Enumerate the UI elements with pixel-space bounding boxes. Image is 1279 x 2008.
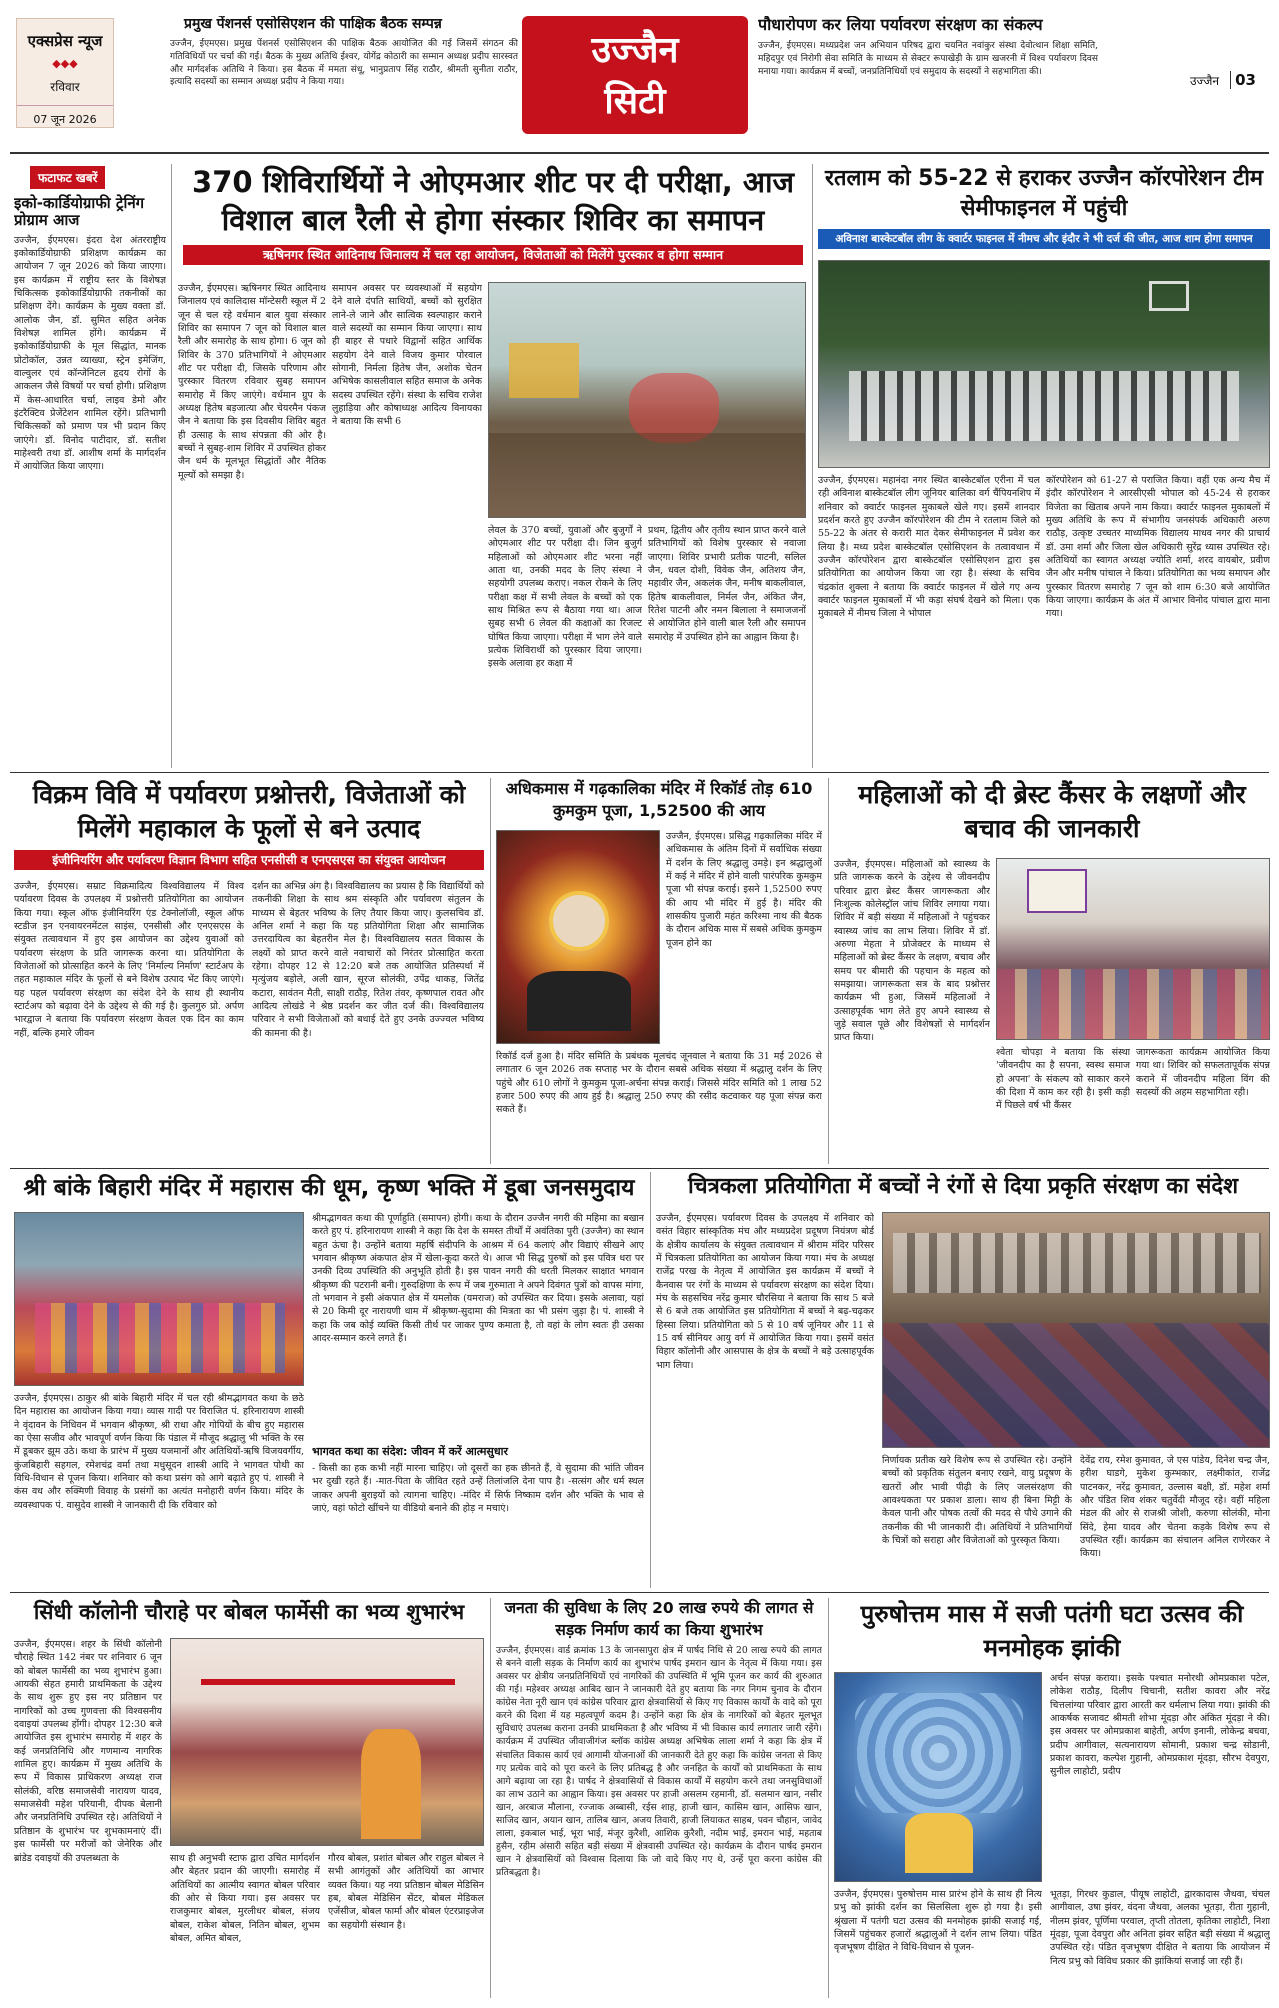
story-bihari-text-b: श्रीमद्भागवत कथा की पूर्णाहुति (समापन) होगी। कथा के दौरान उज्जैन नगरी की महिमा का बखान करते हुए पं. हरिनारायण शास्त्री ने कहा कि देश के समस्त तीर्थों में अवंतिका पुरी (उज्जैन) का स्थान बहुत ऊंचा है। उन्होंने बताया महर्षि संदीपनि के आश्रम में 64 कलाएं और विद्याएं सीखने आए भगवान श्रीकृष्ण अंकपात क्षेत्र में खेला-कूदा करते थे। आज भी सिद्ध पुरुषों को इस पवित्र धरा पर उनकी दिव्य उपस्थिति की अनुभूति होती है। इस पावन नगरी की धरती मिलकर साक्षात भगवान श्रीकृष्ण की पटरानी बनी। गुरुदक्षिणा के रूप में जब गुरुमाता ने अपने दिवंगत पुत्रों को वापस मांगा, तो भगवान ने इसी अंकपात क्षेत्र में यमलोक (यमराज) को उपस्थित कर दिया। इसके अलावा, यहां से 20 किमी दूर नारायणी धाम में श्रीकृष्ण-सुदामा की मित्रता का भी प्रसंग जुड़ा है। पं. शास्त्री ने कहा कि जब कोई व्यक्ति किसी तीर्थ पर जाकर पुण्य कमाता है, तो वहां के लोग स्वतः ही उसका आदर-सम्मान करने लगते हैं।	[312, 1213, 644, 1345]
brief-pensioners-title: प्रमुख पेंशनर्स एसोसिएशन की पाक्षिक बैठक सम्पन्न	[184, 16, 442, 32]
story-gadkalika	[496, 778, 822, 1164]
story-painting-text-c: देवेंद्र राय, रमेश कुमावत, जे एस पांडेय, दिनेश चन्द्र जैन, हरीश घाडगे, मुकेश कुम्भकार, लक्ष्मीकांत, राजेंद्र पाटनकर, नरेंद्र कुमावत, उल्लास बक्षी, डॉ. महेश शर्मा और पंडित शिव शंकर चतुर्वेदी मौजूद रहे। वहीं महिला मंडल की ओर से राजश्री जोशी, करुणा सोलंकी, मोना सिंदे, हेमा यादव और चेतना कड़के विशेष रूप से उपस्थित रहीं। कार्यक्रम का संचालन अनिल राणेरकर ने किया।	[1080, 1455, 1270, 1560]
story4-divider	[828, 778, 829, 1164]
page-folio	[1190, 70, 1270, 94]
story-basketball-photo	[818, 260, 1270, 468]
page-number: 03	[1230, 71, 1256, 89]
story-bihari-text-a: उज्जैन, ईएमएस। ठाकुर श्री बांके बिहारी मंदिर में चल रही श्रीमद्भागवत कथा के छठे दिन महारास का आयोजन किया गया। व्यास गादी पर विराजित पं. हरिनारायण शास्त्री ने वृंदावन के निधिवन में भगवान श्रीकृष्ण, श्री राधा और गोपियों के बीच हुए महारास का ऐसा सजीव और भावपूर्ण वर्णन किया कि पंडाल में मौजूद श्रद्धालु भी भक्ति के रस में डूबकर झूम उठे। कथा के प्रारंभ में मुख्य यजमानों और अतिथियों-ऋषि विजयवर्गीय, कुंजबिहारी सहगल, रमेशचंद्र वर्मा तथा मधुसूदन शास्त्री आदि ने भागवत पोथी का विधि-विधान से पूजन किया। शनिवार को कथा प्रसंग को आगे बढ़ाते हुए पं. शास्त्री ने कंस वध और रुक्मिणी विवाह के प्रसंगों का अत्यंत मनोहारी वर्णन किया। मंदिर के व्यवस्थापक पं. वासुदेव शास्त्री ने जानकारी दी कि रविवार को	[14, 1393, 304, 1511]
brief-plantation-title: पौधारोपण कर लिया पर्यावरण संरक्षण का संकल्प	[758, 16, 1043, 34]
story-painting-photo	[882, 1212, 1270, 1448]
briefs-divider	[171, 164, 172, 768]
brief-plantation-text: उज्जैन, ईएमएस। मध्यप्रदेश जन अभियान परिषद द्वारा चयनित नवांकुर संस्था देवोत्थान शिक्षा समिति, महिदपुर एवं निरोगी सेवा समिति के माध्यम से सेक्टर रूपाखेड़ी के ग्राम खजरनी में विश्व पर्यावरण दिवस मनाया गया। कार्यक्रम में बच्चों, जनप्रतिनिधियों एवं समुदाय के सदस्यों ने सहभागिता की।	[758, 41, 1098, 77]
story-road	[496, 1598, 822, 1998]
story-vikram-text-b: दर्शन का अभिन्न अंग है। विश्वविद्यालय का प्रयास है कि विद्यार्थियों को तकनीकी शिक्षा के साथ श्रम संस्कृति और पर्यावरण संतुलन के माध्यम से बेहतर भविष्य के लिए तैयार किया जाए। कुलसचिव डॉ. अनिल शर्मा ने कहा कि यह प्रतियोगिता शिक्षा और सामाजिक उत्तरदायित्व का बेहतरीन मेल है। विश्वविद्यालय सतत विकास के लक्ष्यों को प्राप्त करने वाले नवाचारों को निरंतर प्रोत्साहित करता रहेगा। दोपहर 12 से 12:20 बजे तक आयोजित प्रतिस्पर्धा में मृत्युंजय बड़ोले, अली खान, सूरज सोलंकी, उपेंद्र धाकड़, जितेंद्र कटारा, सावंतन मैती, साक्षी राठौड़, रितेश तंवर, कृष्णपाल रावत और आदित्य लोखंडे ने श्रेष्ठ प्रदर्शन कर जीत दर्ज की। विश्वविद्यालय परिवार ने सभी विजेताओं को बधाई देते हुए उनके उज्ज्वल भविष्य की कामना की है।	[252, 881, 484, 1039]
story8-divider	[490, 1598, 491, 1998]
story-pharmacy	[14, 1598, 484, 1998]
story-pharmacy-text-c: गौरव बोबल, प्रशांत बोबल और राहुल बोबल ने सभी आगंतुकों और अतिथियों का आभार व्यक्त किया। यह नया प्रतिष्ठान बोबल मेडिसिन हब, बोबल मेडिसिन सेंटर, बोबल मेडिकल एजेंसीज, बोबल फार्मा और बोबल एंटरप्राइजेज का सहयोगी संस्थान है।	[328, 1853, 484, 1931]
story-bihari-photo	[14, 1212, 304, 1386]
story-cancer-text-c: जागरूकता कार्यक्रम आयोजित किया गया था। शिविर को सफलतापूर्वक संपन्न कराने में जीवनदीप महिला विंग की सदस्यों की अहम सहभागिता रही।	[1136, 1047, 1270, 1099]
story-road-text-a: उज्जैन, ईएमएस। वार्ड क्रमांक 13 के जानसापुरा क्षेत्र में पार्षद निधि से 20 लाख रुपये की लागत से बनने वाली सड़क के निर्माण कार्य का शुभारंभ पार्षद इमरान खान के नेतृत्व में किया गया। इस अवसर पर क्षेत्रीय जनप्रतिनिधियों एवं नागरिकों की उपस्थिति में भूमि पूजन कर कार्य की शुरुआत की गई। महेश्वर अध्यक्ष आबिद खान ने जानकारी देते हुए बताया कि नगर निगम चुनाव के दौरान कांग्रेस नेता नूरी खान एवं कांग्रेस परिवार द्वारा क्षेत्रवासियों से किए गए विकास कार्यों के वादे को पूरा करने की दिशा में यह महत्वपूर्ण कदम है। उन्होंने कहा कि क्षेत्र के नागरिकों को बेहतर मूलभूत सुविधाएं उपलब्ध कराना उनकी प्राथमिकता है और भविष्य में भी विकास कार्य लगातार जारी रहेंगे। कार्यक्रम में उपस्थित जीवाजीगंज ब्लॉक कांग्रेस अध्यक्ष अभिषेक लाला शर्मा ने कहा कि क्षेत्र में संचालित विकास कार्य एवं आगामी योजनाओं की जानकारी देते हुए कहा कि कांग्रेस जनता से किए गए प्रत्येक वादे को पूरा करने के लिए प्रतिबद्ध है और जनहित के कार्यों को प्राथमिकता के साथ आगे बढ़ाया जा रहा है। पार्षद ने क्षेत्रवासियों से विकास कार्यों में सहयोग करने तथा जनसुविधाओं का लाभ उठाने का आह्वान किया। इस अवसर पर हाजी असलम रहमानी, डॉ. सलमान खान, नसीर खान, अरबाज मौलाना, रज्जाक अब्बासी, रईस शाह, हाजी खान, कासिम खान, आसिफ खान, साजिद खान, अयान खान, तालिब खान, अजय तिवारी, हाजी लियाकत साहब, पवन चौहान, जावेद लाला, इकबाल भाई, भूरा भाई, मंजूर कुरैशी, आशिक कुरैशी, नदीम भाई, इमरान भाई, महताब हुसैन, रहीम अंसारी सहित बड़ी संख्या में क्षेत्रवासी उपस्थित रहे। कार्यक्रम के दौरान पार्षद इमरान खान ने क्षेत्रवासियों को विश्वास दिलाया कि जो वादे किए गए थे, उन्हें पूरा करना कांग्रेस की प्रतिबद्धता है।	[496, 1645, 822, 1879]
city-logo-line1: उज्जैन	[591, 30, 679, 71]
row3-rule	[10, 1592, 1269, 1593]
day-label: रविवार	[50, 80, 80, 94]
story-vikram-text-a: उज्जैन, ईएमएस। सम्राट विक्रमादित्य विश्वविद्यालय में विश्व पर्यावरण दिवस के उपलक्ष्य में प्रश्नोत्तरी प्रतियोगिता का आयोजन किया गया। स्कूल ऑफ इंजीनियरिंग एंड टेक्नोलॉजी, स्कूल ऑफ स्टडीज इन एनवायरनमेंटल साइंस, एनसीसी और एनएसएस के संयुक्त तत्वावधान में हुए इस आयोजन का उद्देश्य युवाओं को पर्यावरण संरक्षण के प्रति जागरूक करना था। प्रतियोगिता के विजेताओं को प्रोत्साहित करने के लिए 'निर्माल्य निर्माण' स्टार्टअप के तहत महाकाल मंदिर के फूलों से बने विशेष उत्पाद भेंट किए जाएंगे। यह पहल पर्यावरण संरक्षण का संदेश देने के साथ ही स्थानीय स्टार्टअप को बढ़ावा देने के उद्देश्य से की गई है। कुलगुरु प्रो. अर्पण भारद्वाज ने बताया कि पर्यावरण संरक्षण केवल एक दिन का काम नहीं, बल्कि हमारे जीवन	[14, 881, 244, 1039]
story-road-headline: जनता की सुविधा के लिए 20 लाख रुपये की लागत से सड़क निर्माण कार्य का किया शुभारंभ	[504, 1599, 814, 1639]
briefs-column	[14, 166, 166, 768]
story-painting	[656, 1172, 1270, 1588]
city-logo-line2: सिटी	[604, 81, 666, 122]
masthead-rule	[10, 152, 1269, 154]
story-bihari-headline: श्री बांके बिहारी मंदिर में महारास की धूम, कृष्ण भक्ति में डूबा जनसमुदाय	[23, 1175, 635, 1201]
story-painting-headline: चित्रकला प्रतियोगिता में बच्चों ने रंगों से दिया प्रकृति संरक्षण का संदेश	[687, 1174, 1239, 1199]
story-vikram-univ	[14, 778, 484, 1164]
story-cancer-text-b: श्वेता चोपड़ा ने बताया कि संस्था 'जीवनदीप का है सपना, स्वस्थ समाज हो अपना' के संकल्प को साकार करने की दिशा में काम कर रही है। इसी कड़ी में पिछले वर्ष भी कैंसर	[996, 1047, 1130, 1112]
story-patangi-photo	[834, 1672, 1042, 1882]
story-omr-text-a: उज्जैन, ईएमएस। ऋषिनगर स्थित आदिनाथ जिनालय एवं कालिदास मॉन्टेसरी स्कूल में 2 जून से चल रहे वर्धमान बाल युवा संस्कार शिविर का समापन 7 जून को विशाल बाल रैली और समारोह के साथ होगा। 6 जून को शिविर के 370 प्रतिभागियों ने ओएमआर शीट पर परीक्षा दी, जिसके परिणाम और पुरस्कार वितरण रविवार सुबह समापन समारोह में किए जाएंगे। वर्धमान ग्रुप के अध्यक्ष हितेष बड़जात्या और चेयरमैन पंकज जैन ने बताया कि इस दिवसीय शिविर बहुत ही उत्साह के साथ संपन्नता की ओर है। बच्चों ने सुबह-शाम शिविर में उपस्थित होकर जैन धर्म के मूलभूत सिद्धांतों और नैतिक मूल्यों को समझा है।	[178, 283, 326, 481]
story-patangi-text-a: उज्जैन, ईएमएस। पुरुषोत्तम मास प्रारंभ होने के साथ ही नित्य प्रभु को झांकी दर्शन का सिलसिला शुरू हो गया है। इसी श्रृंखला में पतंगी घटा उत्सव की मनमोहक झांकी सजाई गई, जिसमें पहुंचकर हजारों श्रद्धालुओं ने दर्शन लाभ लिया। पंडित वृजभूषण दीक्षित ने विधि-विधान से पूजन-	[834, 1889, 1042, 1954]
date-label: 07 जून 2026	[17, 105, 113, 127]
story-pharmacy-text-b: साथ ही अनुभवी स्टाफ द्वारा उचित मार्गदर्शन और बेहतर प्रदान की जाएगी। समारोह में अतिथियों का आत्मीय स्वागत बोबल परिवार की ओर से किया गया। इस अवसर पर राजकुमार बोबल, मुरलीधर बोबल, संजय बोबल, राकेश बोबल, नितिन बोबल, शुभम बोबल, अमित बोबल,	[170, 1853, 320, 1945]
story-patangi-headline: पुरुषोत्तम मास में सजी पतंगी घटा उत्सव की मनमोहक झांकी	[860, 1600, 1244, 1662]
story-vikram-band: इंजीनियरिंग और पर्यावरण विज्ञान विभाग सहित एनसीसी व एनएसएस का संयुक्त आयोजन	[14, 850, 484, 870]
story-omr-text-d: प्रथम, द्वितीय और तृतीय स्थान प्राप्त करने वाले प्रतिभागियों को विशेष पुरस्कार से नवाजा जाएगा। शिविर प्रभारी प्रतीक पाटनी, सलिल जैन, धवल दोशी, विवेक जैन, अतिशय जैन, महावीर जैन, अकलंक जैन, मनीष बाकलीवाल, हितेष बाकलीवाल, निर्मल जैन, अंकित जैन, रितेश पाटनी और नमन बिलाला ने समाजजनों से आयोजित होने वाली बाल रैली और समापन समारोह में उपस्थित होने का आह्वान किया है।	[648, 525, 806, 643]
story-bihari-subhead: भागवत कथा का संदेश: जीवन में करें आत्मसुधार	[312, 1445, 508, 1458]
story-basketball-band: अविनाश बास्केटबॉल लीग के क्वार्टर फाइनल में नीमच और इंदौर ने भी दर्ज की जीत, आज शाम होगा समापन	[818, 229, 1270, 249]
brief-pensioners	[170, 16, 518, 146]
story9-divider	[828, 1598, 829, 1998]
story-omr-text-c: लेवल के 370 बच्चों, युवाओं और बुजुर्गों ने ओएमआर शीट पर परीक्षा दी। जिन बुजुर्ग महिलाओं को ओएमआर शीट भरना नहीं आता था, उनकी मदद के लिए संस्था ने सहयोगी उपलब्ध कराए। नकल रोकने के लिए परीक्षा कक्ष में सभी लेवल के बच्चों को एक साथ मिश्रित रूप से बैठाया गया था। आज सुबह सभी 6 लेवल की कक्षाओं का रिजल्ट घोषित किया जाएगा। परीक्षा में भाग लेने वाले प्रत्येक शिविरार्थी को पुरस्कार दिया जाएगा। इसके अलावा हर कक्षा में	[488, 525, 642, 670]
row2-rule	[10, 1168, 1269, 1169]
story-omr-text-b: समापन अवसर पर व्यवस्थाओं में सहयोग देने वाले दंपति साथियों, बच्चों को सुरक्षित लाने-ले जाने और सात्विक स्वल्पाहार कराने वाले सदस्यों का सम्मान किया जाएगा। साथ ही बाहर से पधारे विद्वानों सहित आर्थिक सहयोग देने वाले विजय कुमार पोरवाल सोगानी, निर्मला हितेष जैन, अशोक चेतन अभिषेक कासलीवाल सहित समाज के अनेक सदस्य उपस्थित रहेंगे। संस्था के सचिव राजेश लुहाड़िया और कोषाध्यक्ष आदित्य विनायका ने बताया कि सभी 6	[332, 283, 482, 428]
story1-divider	[812, 164, 813, 768]
story-patangi-text-b: अर्चन संपन्न कराया। इसके पश्चात मनोरथी ओमप्रकाश पटेल, लोकेश राठौड़, दिलीप चिचानी, सतीश कावरा और नरेंद्र चित्तलांग्या परिवार द्वारा आरती कर धर्मलाभ लिया गया। झांकी की आकर्षक सजावट श्रीमती शोभा मूंदड़ा और अंकित मूंदड़ा ने की। इस अवसर पर ओमप्रकाश बाहेती, अर्पण इनानी, लोकेन्द्र बचवा, प्रदीप आगीवाल, सत्यनारायण सोमानी, प्रकाश चन्द्र सोडानी, प्रकाश कावरा, कल्पेश गुहानी, ओमप्रकाश मूंदड़ा, सौरभ देवपुरा, सुनील लाहोटी, प्रदीप	[1050, 1673, 1270, 1778]
story-basketball-headline: रतलाम को 55-22 से हराकर उज्जैन कॉरपोरेशन टीम सेमीफाइनल में पहुंची	[824, 166, 1264, 221]
story-cancer-headline: महिलाओं को दी ब्रेस्ट कैंसर के लक्षणों और बचाव की जानकारी	[858, 780, 1246, 843]
story-omr-exam	[178, 164, 808, 768]
story-gadkalika-text-b: रिकॉर्ड दर्ज हुआ है। मंदिर समिति के प्रबंधक मूलचंद जूनवाल ने बताया कि 31 मई 2026 से लगातार 6 जून 2026 तक सप्ताह भर के दौरान सबसे अधिक संख्या में श्रद्धालु दर्शन के लिए पहुंचे और 610 लोगों ने कुमकुम पूजा-अर्चना संपन्न कराई। जिससे मंदिर समिति को 1 लाख 52 हजार 500 रुपए की आय हुई है। श्रद्धालु 250 रुपए की रसीद कटवाकर यह पूजा संपन्न करा सकते हैं।	[496, 1051, 822, 1116]
story-bihari-text-c: - किसी का हक कभी नहीं मारना चाहिए। जो दूसरों का हक छीनते हैं, वे सुदामा की भांति जीवन भर दुखी रहते हैं। -मात-पिता के जीवित रहते उन्हें तिलांजलि देना पाप है। -सत्संग और धर्म स्थल जाकर अपनी बुराइयों को त्यागना चाहिए। -मंदिर में सिर्फ निष्काम दर्शन और भक्ति के भाव से जाएं, वहां फोटो खींचने या वीडियो बनाने की होड़ न मचाएं।	[312, 1463, 644, 1515]
briefs-text: उज्जैन, ईएमएस। इंदरा देश अंतरराष्ट्रीय इकोकार्डियोग्राफी प्रशिक्षण कार्यक्रम का आयोजन 7 जून 2026 को किया जाएगा। इस कार्यक्रम में राष्ट्रीय स्तर के विशेषज्ञ चिकित्सक इकोकार्डियोग्राफी तकनीकों का प्रशिक्षण देंगे। कार्यक्रम के मुख्य वक्ता डॉ. आलोक जैन, डॉ. सुमित सहित अनेक विशेषज्ञ शामिल होंगे। कार्यक्रम में इकोकार्डियोग्राफी के मूल सिद्धांत, मानक प्रोटोकॉल, उन्नत व्याख्या, स्ट्रेन इमेजिंग, वाल्वुलर एवं कॉन्जेनिटल हृदय रोगों के आकलन जैसे विषयों पर चर्चा होगी। प्रशिक्षण में केस-आधारित चर्चा, लाइव डेमो और इंटरैक्टिव प्रेजेंटेशन शामिल रहेंगे। प्रतिभागी चिकित्सकों को प्रमाण पत्र भी प्रदान किए जाएंगे। डॉ. विनोद पाटीदार, डॉ. सतीश माहेश्वरी तथा डॉ. आशीष शर्मा के मार्गदर्शन में आयोजित किया जाएगा।	[14, 234, 166, 473]
story-patangi-text-c: भूतड़ा, गिरधर कुडाल, पीयूष लाहोटी, द्वारकादास जैथवा, चंचल आगीवाल, उषा झंवर, वंदना जैथवा, अलका भूतड़ा, रीता गुहानी, नीलम झंवर, पूर्णिमा परवाल, तृप्ती तोतला, कृतिका लाहोटी, निशा मूंदड़ा, पूजा देवपुरा और अनिता झंवर सहित बड़ी संख्या में श्रद्धालु उपस्थित रहे। पंडित वृजभूषण दीक्षित ने बताया कि आयोजन में नित्य प्रभु को विविध प्रकार की झांकियां सजाई जा रही हैं।	[1050, 1889, 1270, 1967]
page-label: उज्जैन	[1190, 74, 1220, 88]
story-banke-bihari	[14, 1172, 644, 1588]
story-basketball-text-b: कॉरपोरेशन को 61-27 से पराजित किया। वहीं एक अन्य मैच में इंदौर कॉरपोरेशन ने आरसीएसी भोपाल को 45-24 से हराकर विजेता का खिताब अपने नाम किया। क्वार्टर फाइनल मुकाबलों में मुख्य अतिथि के रूप में संभागीय जनसंपर्क अधिकारी अरुण राठौड़, उत्कृष्ट उच्चतर माध्यमिक विद्यालय माधव नगर की प्राचार्य डॉ. उमा शर्मा और जिला खेल अधिकारी सुरेंद्र ध्यास उपस्थित रहे। अतिथियों का स्वागत अध्यक्ष ज्योति शर्मा, शरद वायबोर, प्रवीण जैन और मनीष पांचाल ने किया। प्रतियोगिता का भव्य समापन और पुरस्कार वितरण समारोह 7 जून को शाम 6:30 बजे आयोजित किया जाएगा। कार्यक्रम के अंत में आभार विनोद पांचाल द्वारा माना गया।	[1046, 475, 1270, 620]
story-pharmacy-photo	[170, 1638, 484, 1846]
story-basketball	[818, 164, 1270, 768]
story-patangi	[834, 1598, 1270, 1998]
briefs-label: फटाफट खबरें	[30, 166, 105, 189]
story-painting-text-b: निर्णायक प्रतीक खरे विशेष रूप से उपस्थित रहे। उन्होंने बच्चों को प्रकृतिक संतुलन बनाए रखने, वायु प्रदूषण के खतरों और भावी पीढ़ी के लिए जलसंरक्षण की आवश्यकता पर प्रकाश डाला। साथ ही बिना मिट्टी के केवल पानी और पोषक तत्वों की मदद से पौधे उगाने की तकनीक की भी जानकारी दी। अतिथियों ने प्रतिभागियों के चित्रों को सराहा और विजेताओं को पुरस्कृत किया।	[882, 1455, 1072, 1547]
diamond-ornament-icon: ◆◆◆	[52, 57, 78, 70]
masthead	[0, 0, 1279, 156]
story-pharmacy-headline: सिंधी कॉलोनी चौराहे पर बोबल फार्मेसी का भव्य शुभारंभ	[33, 1600, 465, 1624]
story-gadkalika-text-a: उज्जैन, ईएमएस। प्रसिद्ध गढ़कालिका मंदिर में अधिकमास के अंतिम दिनों में सर्वाधिक संख्या में दर्शन के लिए श्रद्धालु उमड़े। इन श्रद्धालुओं में कई ने मंदिर में होने वाली पारंपरिक कुमकुम पूजा भी संपन्न कराई। इसने 1,52500 रुपए की आय भी मंदिर में हुई है। मंदिर की शासकीय पुजारी महंत करिश्मा नाथ की बैठक के दौरान अधिक मास में सबसे अधिक कुमकुम पूजन होने का	[666, 831, 822, 949]
row1-rule	[10, 772, 1269, 773]
story-pharmacy-text-a: उज्जैन, ईएमएस। शहर के सिंधी कॉलोनी चौराहे स्थित 142 नंबर पर शनिवार 6 जून को बोबल फार्मेसी का भव्य शुभारंभ हुआ। आयकी सेहत हमारी प्राथमिकता के उद्देश्य के साथ शुरू हुए इस नए प्रतिष्ठान पर नागरिकों को उच्च गुणवत्ता की विश्वसनीय दवाइयां उपलब्ध होंगी। दोपहर 12:30 बजे आयोजित इस शुभारंभ समारोह में शहर के कई जनप्रतिनिधि और गणमान्य नागरिक शामिल हुए। कार्यक्रम में मुख्य अतिथि के रूप में विकास प्राधिकरण अध्यक्ष राज सोलंकी, वरिष्ठ समाजसेवी नारायण यादव, समाजसेवी महेश परियानी, दीपक बेलानी और जनप्रतिनिधि उपस्थित रहे। अतिथियों ने प्रतिष्ठान के शुभारंभ पर शुभकामनाएं दीं। इस फार्मेसी पर मरीजों को जेनेरिक और ब्रांडेड दवाइयों की उपलब्धता के	[14, 1639, 162, 1864]
briefs-title: इको-कार्डियोग्राफी ट्रेनिंग प्रोग्राम आज	[14, 194, 145, 230]
masthead-brand-box	[16, 18, 114, 128]
story3-divider	[490, 778, 491, 1164]
story-gadkalika-photo	[496, 830, 660, 1044]
brand-name: एक्सप्रेस न्यूज	[27, 32, 103, 50]
story-gadkalika-headline: अधिकमास में गढ़कालिका मंदिर में रिकॉर्ड तोड़ 610 कुमकुम पूजा, 1,52500 की आय	[505, 779, 813, 821]
story-omr-band: ऋषिनगर स्थित आदिनाथ जिनालय में चल रहा आयोजन, विजेताओं को मिलेंगे पुरस्कार व होगा सम्मान	[183, 245, 803, 265]
brief-plantation	[758, 16, 1198, 146]
story-cancer-text-a: उज्जैन, ईएमएस। महिलाओं को स्वास्थ्य के प्रति जागरूक करने के उद्देश्य से जीवनदीप परिवार द्वारा ब्रेस्ट कैंसर जागरूकता और निःशुल्क कोलेस्ट्रॉल जांच शिविर लगाया गया। शिविर में बड़ी संख्या में महिलाओं ने पहुंचकर स्वास्थ्य जांच का लाभ लिया। शिविर में डॉ. अरुणा मेहता ने प्रोजेक्टर के माध्यम से महिलाओं को ब्रेस्ट कैंसर के लक्षण, बचाव और समय पर बीमारी की पहचान के महत्व को समझाया। जागरूकता सत्र के बाद प्रश्नोत्तर कार्यक्रम भी हुआ, जिसमें महिलाओं ने उत्साहपूर्वक भाग लेते हुए अपने स्वास्थ्य से जुड़े सवाल पूछे और विशेषज्ञों से मार्गदर्शन प्राप्त किया।	[834, 859, 990, 1044]
story-vikram-headline: विक्रम विवि में पर्यावरण प्रश्नोत्तरी, विजेताओं को मिलेंगे महाकाल के फूलों से बने उत्पाद	[32, 780, 466, 843]
city-logo	[522, 16, 748, 134]
story-basketball-text-a: उज्जैन, ईएमएस। महानंदा नगर स्थित बास्केटबॉल एरीना में चल रही अविनाश बास्केटबॉल लीग जूनियर बालिका वर्ग चैंपियनशिप में शनिवार को क्वार्टर फाइनल मुकाबले खेले गए। इसमें शानदार प्रदर्शन करते हुए उज्जैन कॉरपोरेशन की टीम ने रतलाम जिले को 55-22 के अंतर से करारी मात देकर सेमीफाइनल में प्रवेश कर लिया है। मध्य प्रदेश बास्केटबॉल एसोसिएशन के तत्वावधान में उज्जैन कॉरपोरेशन द्वारा बास्केटबॉल एसोसिएशन द्वारा इस प्रतियोगिता का आयोजन किया जा रहा है। संस्था के सचिव चंद्रकांत शुक्ला ने बताया कि क्वार्टर फाइनल में खेले गए अन्य क्वार्टर फाइनल मुकाबलों में भी कड़ा संघर्ष देखने को मिला। एक मुकाबले में नीमच जिला ने भोपाल	[818, 475, 1040, 620]
story-omr-photo	[488, 282, 806, 518]
brief-pensioners-text: उज्जैन, ईएमएस। प्रमुख पेंशनर्स एसोसिएशन की पाक्षिक बैठक आयोजित की गई जिसमें संगठन की गतिविधियों पर चर्चा की गई। बैठक के मुख्य अतिथि ईश्वर, योगेंद्र कोठारी का सम्मान अध्यक्ष प्रदीप सारस्वत और मार्गदर्शक अतिथि ने किया। इस बैठक में ममता संधू, भानुप्रताप सिंह राठौर, श्रीमती सुनीता राठौर, इत्यादि सदस्यों का सम्मान अध्यक्ष प्रदीप ने किया गया।	[170, 39, 518, 88]
story-breast-cancer	[834, 778, 1270, 1164]
story6-divider	[650, 1172, 651, 1588]
story-omr-headline: 370 शिविरार्थियों ने ओएमआर शीट पर दी परीक्षा, आज विशाल बाल रैली से होगा संस्कार शिविर का समापन	[192, 165, 794, 237]
story-cancer-photo	[996, 858, 1270, 1040]
story-painting-text-a: उज्जैन, ईएमएस। पर्यावरण दिवस के उपलक्ष्य में शनिवार को वसंत विहार सांस्कृतिक मंच और मध्यप्रदेश प्रदूषण नियंत्रण बोर्ड के क्षेत्रीय कार्यालय के संयुक्त तत्वावधान में श्रीराम मंदिर परिसर में चित्रकला प्रतियोगिता का आयोजन किया गया। मंच के अध्यक्ष राजेंद्र परख के नेतृत्व में आयोजित इस कार्यक्रम में बच्चों ने कैनवास पर रंगों के माध्यम से पर्यावरण संरक्षण का संदेश दिया। मंच के सहसचिव नरेंद्र कुमार चौरसिया ने बताया कि साथ 5 बजे से 6 बजे तक आयोजित इस प्रतियोगिता में बच्चों ने बढ़-चढ़कर हिस्सा लिया। प्रतियोगिता को 5 से 10 वर्ष जूनियर और 11 से 15 वर्ष सीनियर आयु वर्ग में आयोजित किया गया। इसमें वसंत विहार कॉलोनी और आसपास के क्षेत्र के बच्चों ने बड़े उत्साहपूर्वक भाग लिया।	[656, 1213, 874, 1371]
